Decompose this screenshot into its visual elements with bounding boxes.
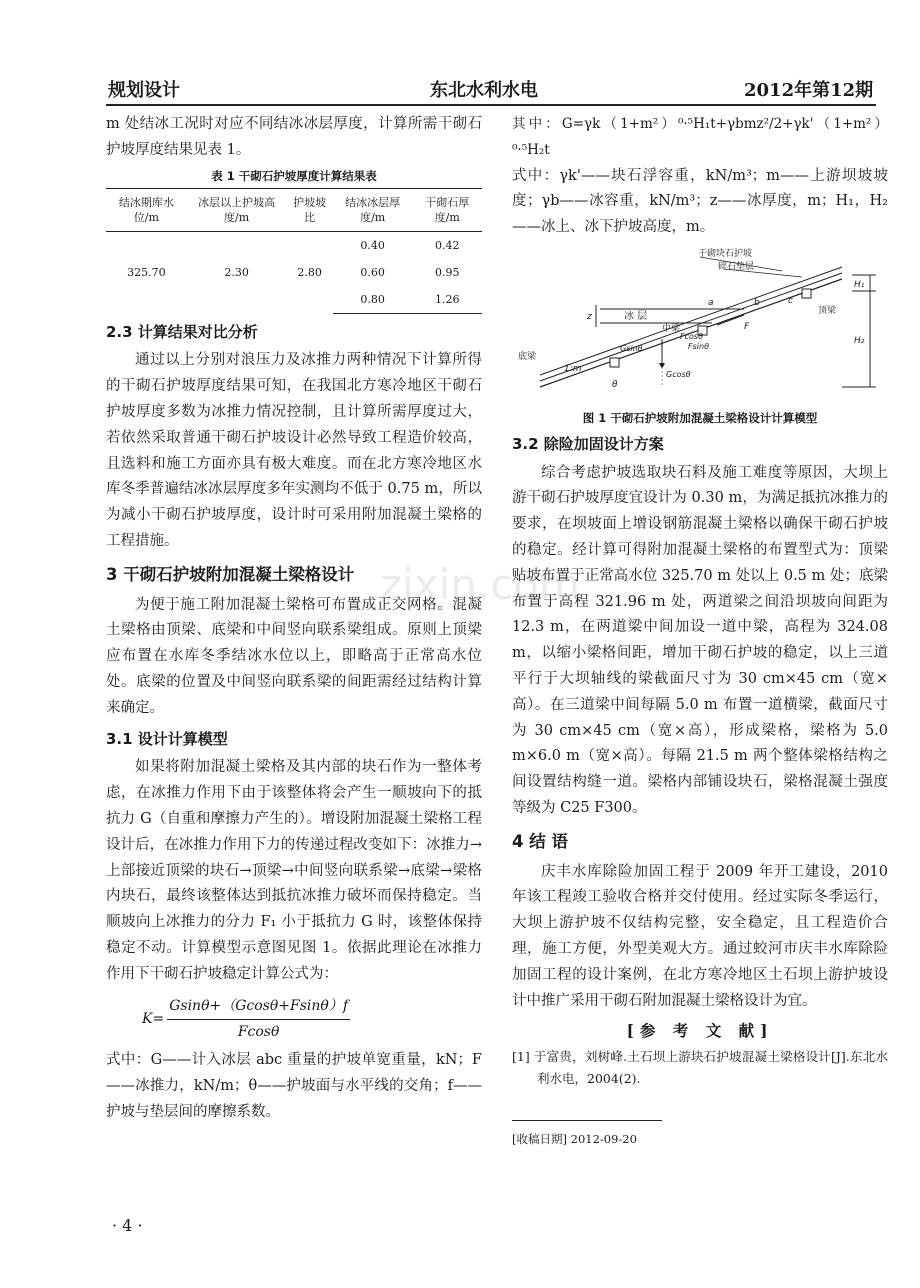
intro-paragraph: m 处结冰工况时对应不同结冰冰层厚度，计算所需干砌石护坡厚度结果见表 1。 xyxy=(106,116,482,158)
slope-line xyxy=(540,273,842,381)
label-h1: H₁ xyxy=(854,279,865,290)
label-theta: θ xyxy=(612,379,618,390)
label-z: z xyxy=(587,311,592,322)
results-table xyxy=(106,188,482,314)
body-paragraph: 为便于施工附加混凝土梁格可布置成正交网格。混凝土梁格由顶梁、底梁和中间竖向联系梁组成。原则上顶梁应布置在水库冬季结冰水位以上，即略高于正常高水位处。底梁的位置及中间竖向联系梁的间距需经过结构计算来确定。 xyxy=(106,596,482,716)
journal-issue: 2012年第12期 xyxy=(744,80,874,101)
journal-section: 规划设计 xyxy=(108,80,180,101)
table-header: 护坡坡比 xyxy=(286,188,332,231)
table-cell: 0.80 xyxy=(333,286,413,314)
received-date: [收稿日期] 2012-09-20 xyxy=(512,1132,637,1147)
watermark: zixin.com xyxy=(380,560,580,609)
table-cell: 2.80 xyxy=(297,265,322,279)
body-paragraph: 如果将附加混凝土梁格及其内部的块石作为一整体考虑，在冰推力作用下由于该整体将会产生一顺坡向下的抵抗力 G（自重和摩擦力产生的）。增设附加混凝土梁格工程设计后，在冰推力作用下力的传递过程改变如下：冰推力→上部接近顶梁的块石→顶梁→中间竖向联系梁→底梁→梁格内块石，最终该整体达到抵抗冰推力破坏而保持稳定。当顺坡向上冰推力的分力 F₁ 小于抵抗力 G 时，该整体保持稳定不动。计算模型示意图见图 1。依据此理论在冰推力作用下干砌石护坡稳定计算公式为： xyxy=(106,759,482,982)
section-heading: 2.3 计算结果对比分析 xyxy=(106,322,258,341)
journal-title: 东北水利水电 xyxy=(430,80,538,101)
body-paragraph: 综合考虑护坡选取块石料及施工难度等原因，大坝上游干砌石护坡厚度宜设计为 0.30 m，为满足抵抗冰推力的要求，在坝坡面上增设钢筋混凝土梁格以确保干砌石护坡的稳定。经计算可得附加混凝土梁格的布置型式为：顶梁贴坡布置于正常高水位 325.70 m 处以上 0.5 m 处；底梁布置于高程 321.96 m 处，两道梁之间沿坝坡向间距为 12.3 m，在两道梁中间加设一道中梁，高程为 324.08 m，以缩小梁格间距，增加干砌石护坡的稳定，以上三道平行于大坝轴线的梁截面尺寸为 30 cm×45 cm（宽×高）。在三道梁中间每隔 5.0 m 布置一道横梁，截面尺寸为 30 cm×45 cm（宽×高），形成梁格，梁格为 5.0 m×6.0 m（宽×高）。每隔 21.5 m 两个整体梁格结构之间设置结构缝一道。梁格内部铺设块石，梁格混凝土强度等级为 C25 F300。 xyxy=(512,464,888,816)
formula-fraction xyxy=(167,994,350,1047)
bottom-beam xyxy=(610,358,619,367)
table-cell: 2.30 xyxy=(224,265,249,279)
table-cell: 1.26 xyxy=(412,286,482,314)
formula-lhs: K= xyxy=(142,1010,165,1027)
references-heading: [参 考 文 献] xyxy=(626,1021,774,1041)
label-gcos: Gcosθ xyxy=(666,369,691,379)
reference-item: [1] 于富贵，刘树峰.土石坝上游块石护坡混凝土梁格设计[J].东北水利水电，2004(2). xyxy=(512,1049,888,1087)
label-gravel: 碎石垫层 xyxy=(718,261,755,272)
label-fsin: Fsinθ xyxy=(688,341,709,351)
body-paragraph: 式中：γk'——块石浮容重，kN/m³；m——上游坝坡坡度；γb——冰容重，kN/m³；z——冰厚度，m；H₁，H₂——冰上、冰下护坡高度，m。 xyxy=(512,167,888,236)
figure-caption: 图 1 干砌石护坡附加混凝土梁格设计计算模型 xyxy=(582,410,818,425)
body-paragraph: 式中：G——计入冰层 abc 重量的护坡单宽重量，kN；F——冰推力，kN/m；θ——护坡面与水平线的交角；f——护坡与垫层间的摩擦系数。 xyxy=(106,1052,482,1120)
table-cell: 0.60 xyxy=(360,265,385,279)
table-caption: 表 1 干砌石护坡厚度计算结果表 xyxy=(211,168,377,183)
section-heading: 4 结 语 xyxy=(512,831,568,851)
table-cell: 0.42 xyxy=(434,238,460,252)
slope-line xyxy=(540,267,842,375)
table-header: 干砌石厚度/m xyxy=(412,188,482,231)
label-b: b xyxy=(754,297,760,308)
table-header: 结冰期库水位/m xyxy=(106,188,187,231)
left-column xyxy=(106,112,482,1126)
table-cell: 325.70 xyxy=(127,265,166,279)
section-heading: 3.2 除险加固设计方案 xyxy=(512,434,664,453)
body-paragraph: 庆丰水库除险加固工程于 2009 年开工建设，2010 年该工程竣工验收合格并交付使用。经过实际冬季运行，大坝上游护坡不仅结构完整，安全稳定，且工程造价合理，施工方便，外型美观大方。通过蛟河市庆丰水库除险加固工程的设计案例，在北方寒冷地区土石坝上游护坡设计中推广采用干砌石附加混凝土梁格设计为宜。 xyxy=(512,863,888,1009)
label-mid-beam: 中梁 xyxy=(662,323,681,334)
table-cell: 0.95 xyxy=(434,265,460,279)
table-header: 冰层以上护坡高度/m xyxy=(187,188,287,231)
label-c: c xyxy=(788,295,793,306)
label-f: F xyxy=(744,321,750,332)
label-stone: 干砌块石护坡 xyxy=(698,248,753,259)
label-gsin: Gsinθ xyxy=(620,343,643,353)
label-ice: 冰 层 xyxy=(624,310,648,322)
top-beam xyxy=(802,289,811,298)
footnote-rule xyxy=(512,1120,662,1121)
label-top-beam: 顶梁 xyxy=(818,305,837,316)
stability-formula xyxy=(142,994,482,1047)
label-h2: H₂ xyxy=(854,335,865,346)
label-fcos: Fcosθ xyxy=(680,331,703,341)
page-number: · 4 · xyxy=(112,1216,143,1235)
right-column xyxy=(512,112,888,1153)
section-heading: 3.1 设计计算模型 xyxy=(106,729,228,748)
label-bottom-beam: 底梁 xyxy=(518,351,537,362)
equation-line: 其中：G=γk（1+m²）⁰·⁵H₁t+γbmz²/2+γk'（1+m²）⁰·⁵H₂t xyxy=(512,116,888,158)
formula-numerator: Gsinθ+（Gcosθ+Fsinθ）f xyxy=(167,994,350,1021)
label-a: a xyxy=(708,297,714,308)
header-rule xyxy=(106,104,876,106)
label-slope: 1:m xyxy=(564,363,582,374)
body-paragraph: 通过以上分别对浪压力及冰推力两种情况下计算所得的干砌石护坡厚度结果可知，在我国北方寒冷地区干砌石护坡厚度多数为冰推力情况控制，且计算所需厚度过大，若依然采取普通干砌石护坡设计必然导致工程造价较高，且选料和施工方面亦具有极大难度。而在北方寒冷地区水库冬季普遍结冰冰层厚度多年实测均不低于 0.75 m，所以为减小干砌石护坡厚度，设计时可采用附加混凝土梁格的工程措施。 xyxy=(106,352,482,549)
table-row xyxy=(106,231,482,259)
table-cell: 0.40 xyxy=(360,238,385,252)
formula-denominator: Fcosθ xyxy=(237,1024,280,1041)
section-heading: 3 干砌石护坡附加混凝土梁格设计 xyxy=(106,564,355,584)
figure-1-diagram xyxy=(512,247,888,397)
table-header: 结冰冰层厚度/m xyxy=(333,188,413,231)
